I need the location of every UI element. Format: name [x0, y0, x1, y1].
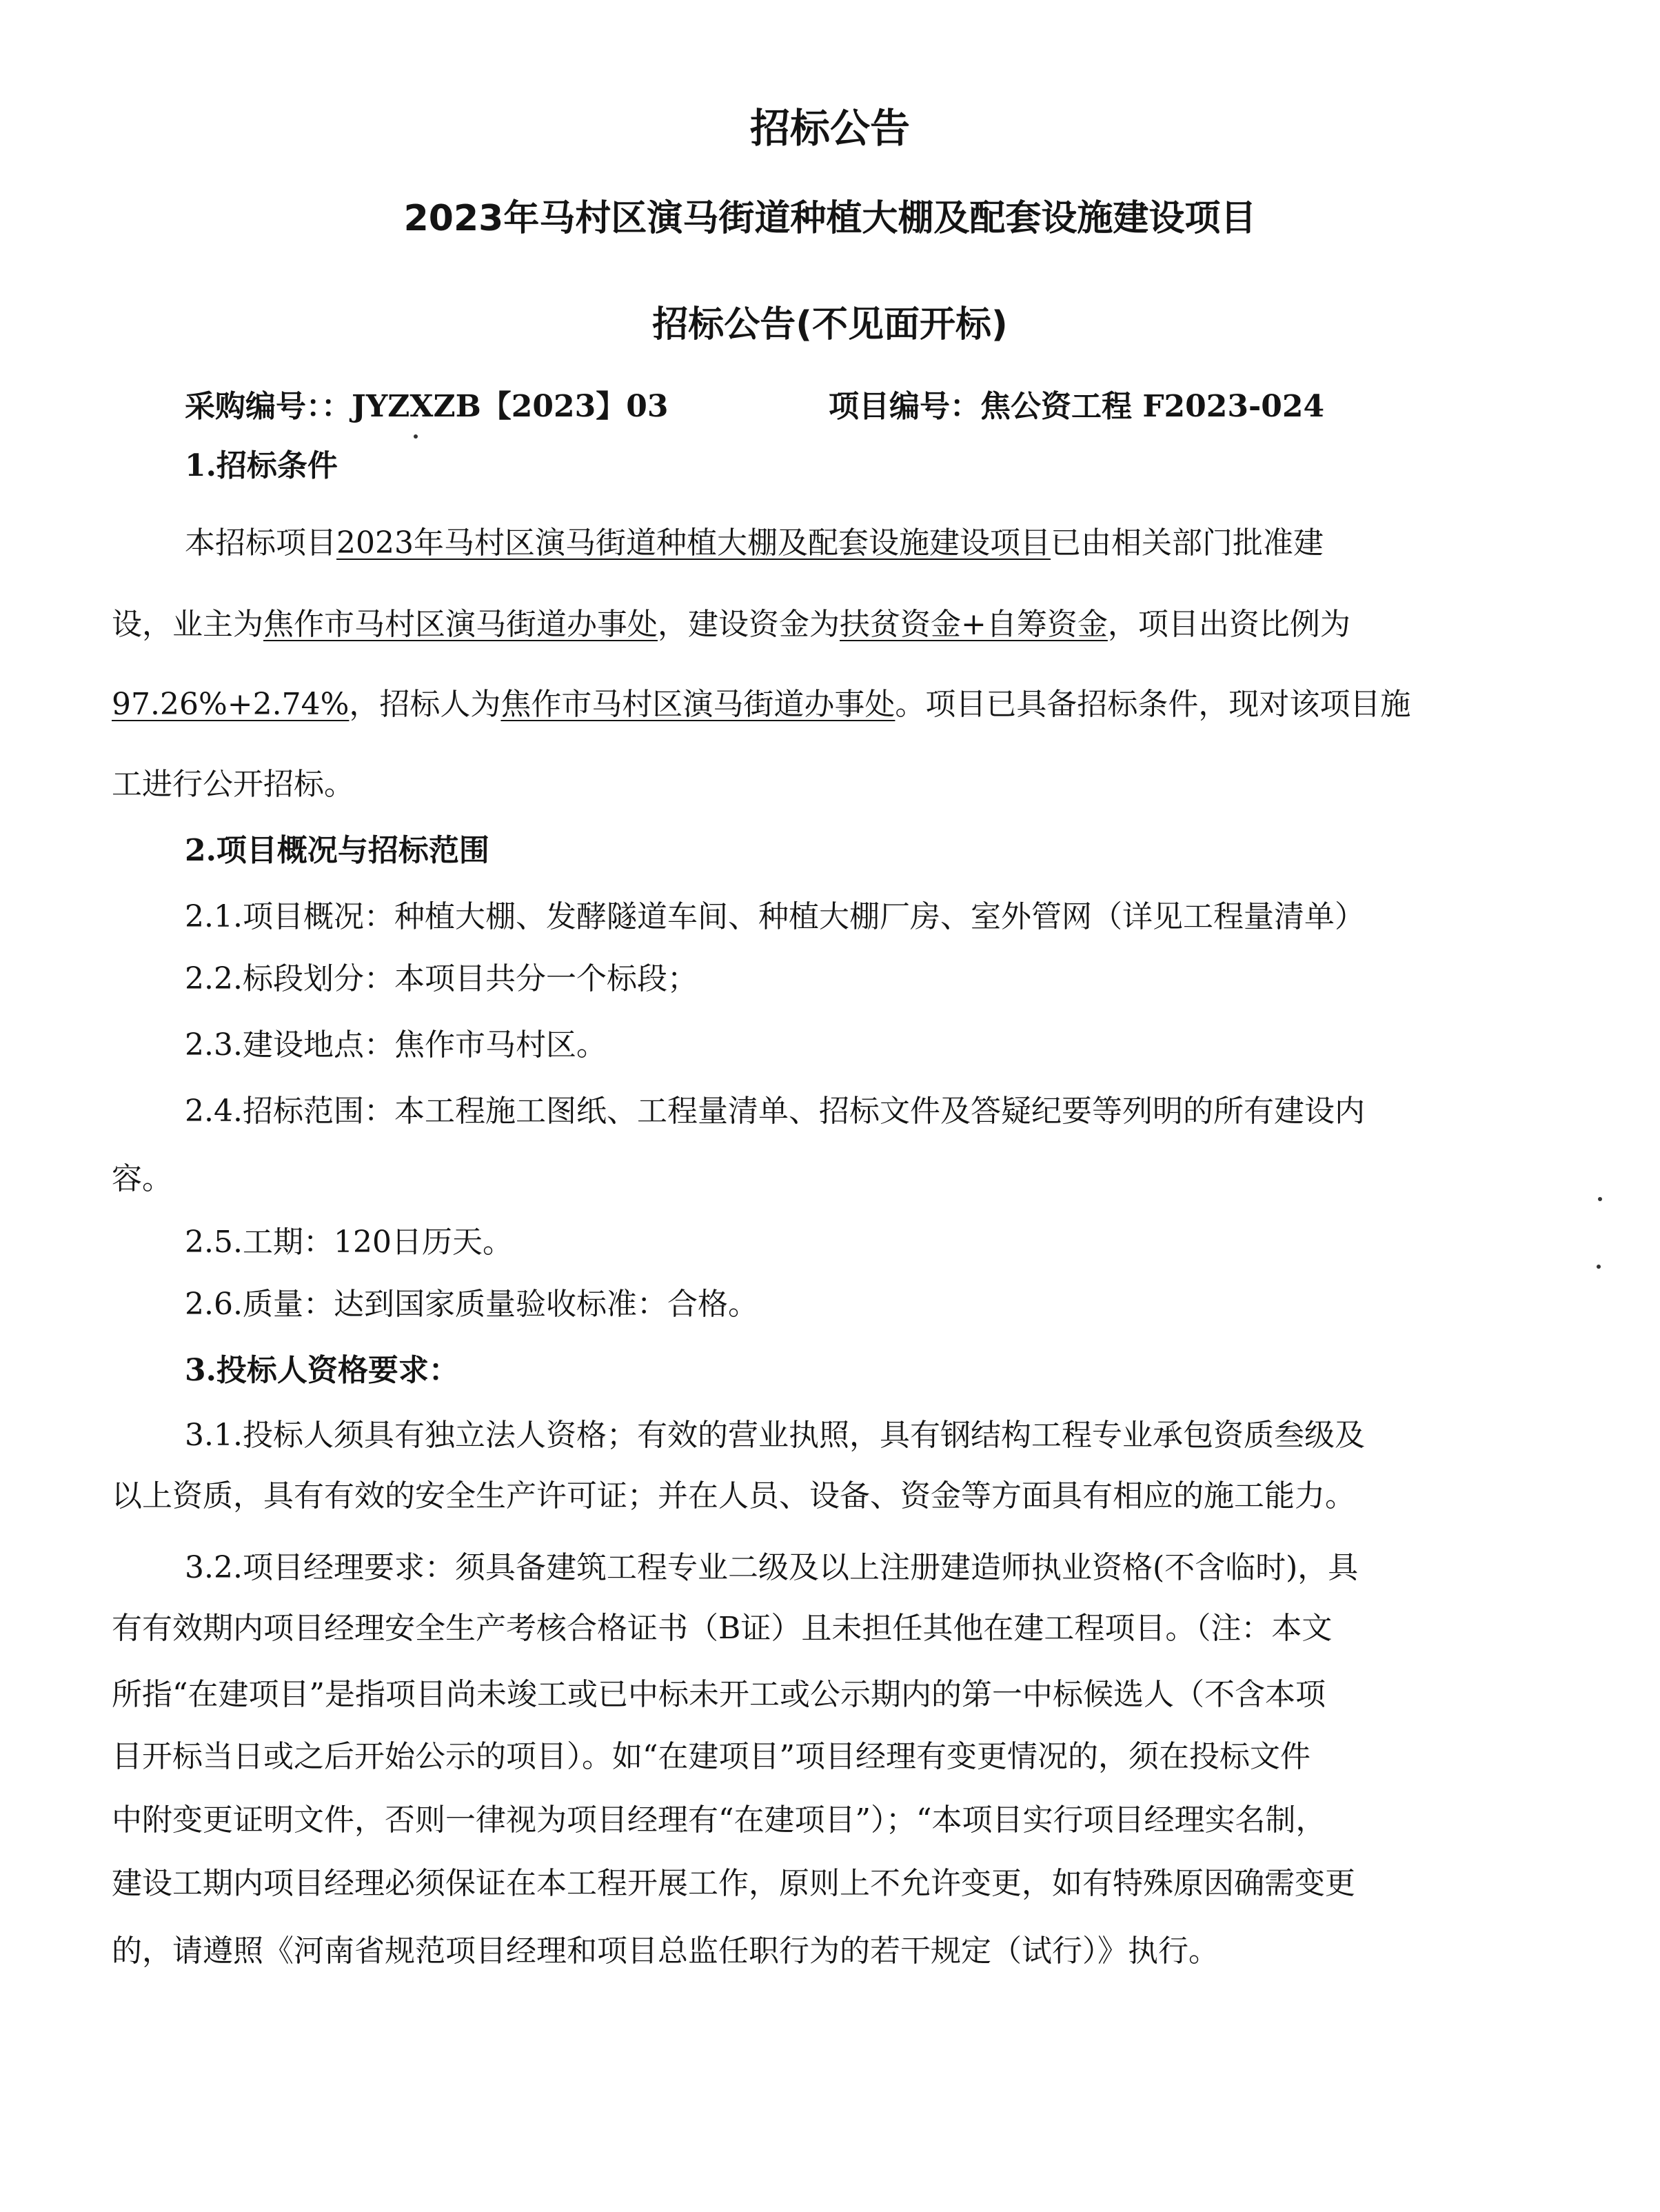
- owner-underlined: 焦作市马村区演马街道办事处: [263, 607, 658, 642]
- section-3-item-2-line-2: 有有效期内项目经理安全生产考核合格证书（B证）且未担任其他在建工程项目。（注：本文: [112, 1611, 1333, 1646]
- text-fragment: ，项目出资比例为: [1107, 607, 1350, 642]
- scan-speck: [1598, 1197, 1602, 1201]
- text-fragment: ，建设资金为: [658, 607, 840, 642]
- section-3-item-1-line-1: 3.1.投标人须具有独立法人资格；有效的营业执照，具有钢结构工程专业承包资质叁级及: [185, 1418, 1365, 1453]
- section-3-heading: 3.投标人资格要求：: [185, 1353, 459, 1388]
- text-fragment: ，招标人为: [349, 687, 501, 722]
- text-fragment: 本招标项目: [185, 525, 336, 561]
- text-fragment: 已由相关部门批准建: [1050, 525, 1324, 561]
- section-3-item-2-line-7: 的，请遵照《河南省规范项目经理和项目总监任职行为的若干规定（试行）》执行。: [112, 1933, 1219, 1969]
- document-title: 招标公告: [749, 105, 910, 152]
- section-2-item-3: 2.3.建设地点：焦作市马村区。: [185, 1027, 607, 1063]
- section-2-item-4-line-1: 2.4.招标范围：本工程施工图纸、工程量清单、招标文件及答疑纪要等列明的所有建设内: [185, 1094, 1365, 1129]
- scan-speck: [1597, 1265, 1601, 1269]
- section-2-item-6: 2.6.质量：达到国家质量验收标准：合格。: [185, 1287, 758, 1322]
- project-number: [829, 386, 1380, 428]
- section-2-item-1: 2.1.项目概况：种植大棚、发酵隧道车间、种植大棚厂房、室外管网（详见工程量清单）: [185, 899, 1365, 934]
- section-3-item-2-line-4: 目开标当日或之后开始公示的项目）。如“在建项目”项目经理有变更情况的，须在投标文件: [112, 1739, 1310, 1774]
- scan-speck: [414, 434, 418, 439]
- section-3-item-2-line-1: 3.2.项目经理要求：须具备建筑工程专业二级及以上注册建造师执业资格(不含临时)，具: [185, 1550, 1359, 1585]
- notice-subtitle: 招标公告(不见面开标): [652, 304, 1008, 345]
- section-1-line-4: 工进行公开招标。: [112, 767, 354, 802]
- section-2-heading: 2.项目概况与招标范围: [185, 833, 489, 868]
- section-3-item-1-line-2: 以上资质，具有有效的安全生产许可证；并在人员、设备、资金等方面具有相应的施工能力。: [112, 1478, 1355, 1514]
- section-3-item-2-line-3: 所指“在建项目”是指项目尚未竣工或已中标未开工或公示期内的第一中标候选人（不含本项: [112, 1677, 1326, 1712]
- project-number-label: 项目编号：: [829, 389, 980, 424]
- section-3-item-2-line-6: 建设工期内项目经理必须保证在本工程开展工作，原则上不允许变更，如有特殊原因确需变更: [112, 1866, 1355, 1901]
- section-1-line-3: [112, 684, 1546, 725]
- project-name-underlined: 2023年马村区演马街道种植大棚及配套设施建设项目: [336, 525, 1051, 561]
- procurement-number-label: 采购编号：：: [185, 389, 352, 424]
- section-3-item-2-line-5: 中附变更证明文件，否则一律视为项目经理有“在建项目”）；“本项目实行项目经理实名制，: [112, 1802, 1326, 1838]
- section-2-item-5: 2.5.工期：120日历天。: [185, 1225, 513, 1260]
- project-number-value: 焦公资工程 F2023-024: [980, 389, 1325, 424]
- project-title: 2023年马村区演马街道种植大棚及配套设施建设项目: [403, 198, 1257, 239]
- tenderer-underlined: 焦作市马村区演马街道办事处: [500, 687, 895, 722]
- text-fragment: 设，业主为: [112, 607, 263, 642]
- section-1-line-2: [112, 604, 1546, 645]
- procurement-number: [185, 386, 888, 428]
- section-1-heading: 1.招标条件: [185, 448, 338, 483]
- section-2-item-2: 2.2.标段划分：本项目共分一个标段；: [185, 961, 698, 996]
- funding-ratio-underlined: 97.26%+2.74%: [112, 687, 350, 722]
- text-fragment: 。项目已具备招标条件，现对该项目施: [895, 687, 1411, 722]
- funding-source-underlined: 扶贫资金+自筹资金: [840, 607, 1108, 642]
- procurement-number-value: JYZXZB【2023】03: [352, 389, 669, 424]
- section-1-line-1: [185, 523, 1508, 564]
- section-2-item-4-line-2: 容。: [112, 1161, 172, 1196]
